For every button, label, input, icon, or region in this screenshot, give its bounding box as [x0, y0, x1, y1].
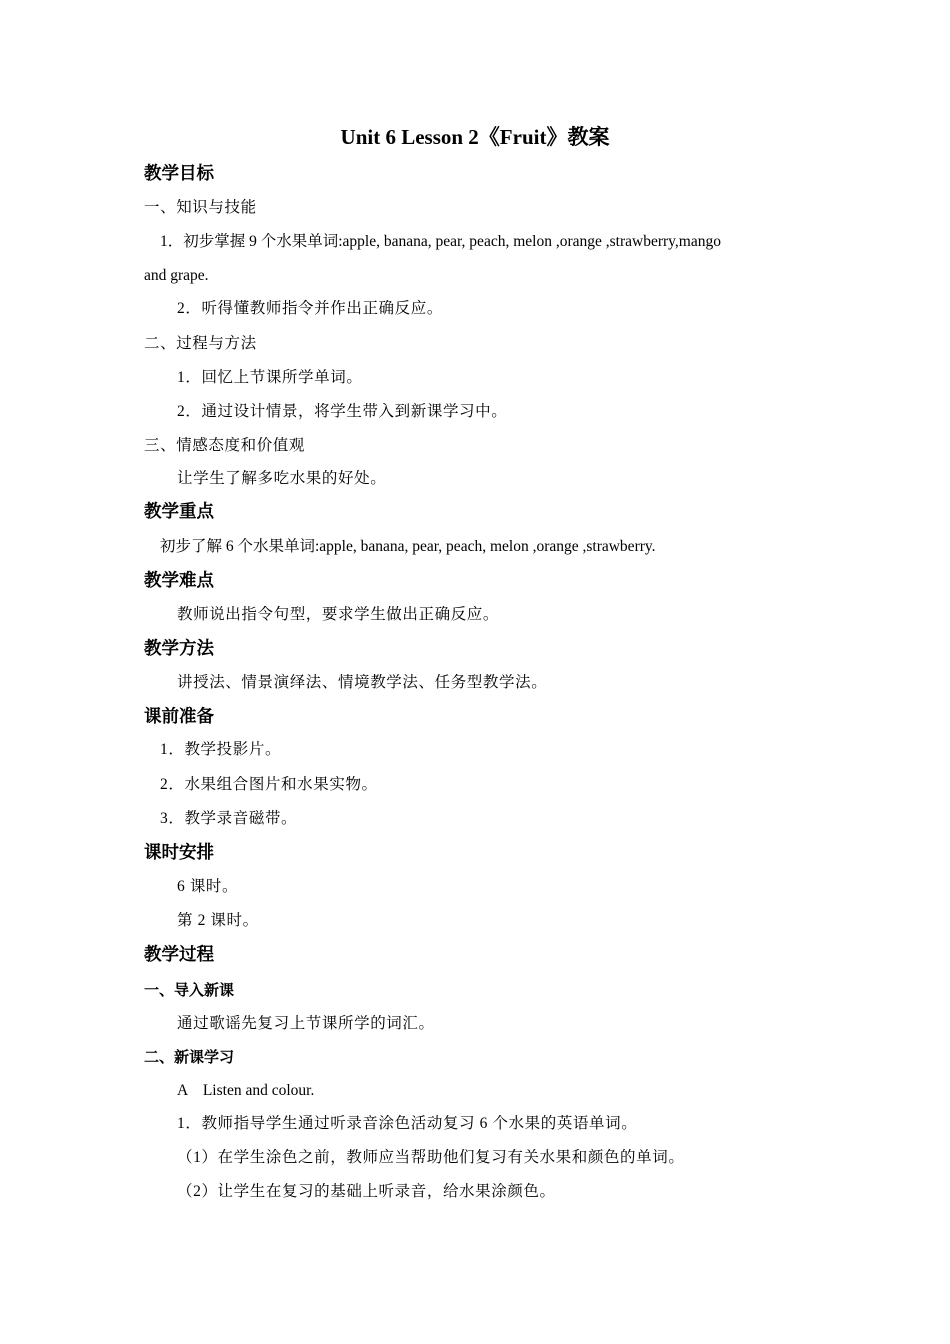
subheading-process: 二、过程与方法 — [144, 335, 257, 352]
section-heading-preparation: 课前准备 — [144, 707, 214, 727]
section-heading-objectives: 教学目标 — [144, 164, 214, 184]
section-heading-schedule: 课时安排 — [144, 843, 214, 863]
subheading-attitude: 三、情感态度和价值观 — [144, 437, 306, 454]
list-item: 1．回忆上节课所学单词。 — [177, 369, 363, 386]
list-item-continuation: and grape. — [144, 267, 209, 284]
section-heading-difficulties: 教学难点 — [144, 571, 214, 591]
paragraph: 教师说出指令句型，要求学生做出正确反应。 — [177, 606, 500, 623]
list-item: 2．听得懂教师指令并作出正确反应。 — [177, 300, 443, 317]
list-item: 1．教师指导学生通过听录音涂色活动复习 6 个水果的英语单词。 — [177, 1115, 638, 1132]
paragraph: 通过歌谣先复习上节课所学的词汇。 — [177, 1015, 435, 1032]
paragraph: 让学生了解多吃水果的好处。 — [177, 470, 387, 487]
subheading-intro: 一、导入新课 — [144, 981, 235, 999]
subheading-new-lesson: 二、新课学习 — [144, 1048, 235, 1066]
section-heading-key-points: 教学重点 — [144, 502, 214, 522]
section-heading-methods: 教学方法 — [144, 639, 214, 659]
list-item: （2）让学生在复习的基础上听录音，给水果涂颜色。 — [177, 1183, 556, 1200]
list-item: 2．通过设计情景，将学生带入到新课学习中。 — [177, 403, 508, 420]
document-title: Unit 6 Lesson 2《Fruit》教案 — [340, 125, 610, 149]
subheading-knowledge: 一、知识与技能 — [144, 199, 257, 216]
list-item: （1）在学生涂色之前，教师应当帮助他们复习有关水果和颜色的单词。 — [177, 1149, 685, 1166]
list-item: 1．初步掌握 9 个水果单词:apple, banana, pear, peach, melon ,orange ,strawberry,mango — [160, 233, 721, 250]
paragraph: 第 2 课时。 — [177, 912, 259, 929]
paragraph: 6 课时。 — [177, 878, 239, 895]
paragraph: 讲授法、情景演绎法、情境教学法、任务型教学法。 — [177, 674, 548, 691]
section-heading-process: 教学过程 — [144, 945, 214, 965]
paragraph: A Listen and colour. — [177, 1082, 315, 1099]
list-item: 3．教学录音磁带。 — [160, 810, 298, 827]
list-item: 1．教学投影片。 — [160, 741, 282, 758]
list-item: 2．水果组合图片和水果实物。 — [160, 776, 378, 793]
paragraph: 初步了解 6 个水果单词:apple, banana, pear, peach, melon ,orange ,strawberry. — [160, 538, 656, 555]
